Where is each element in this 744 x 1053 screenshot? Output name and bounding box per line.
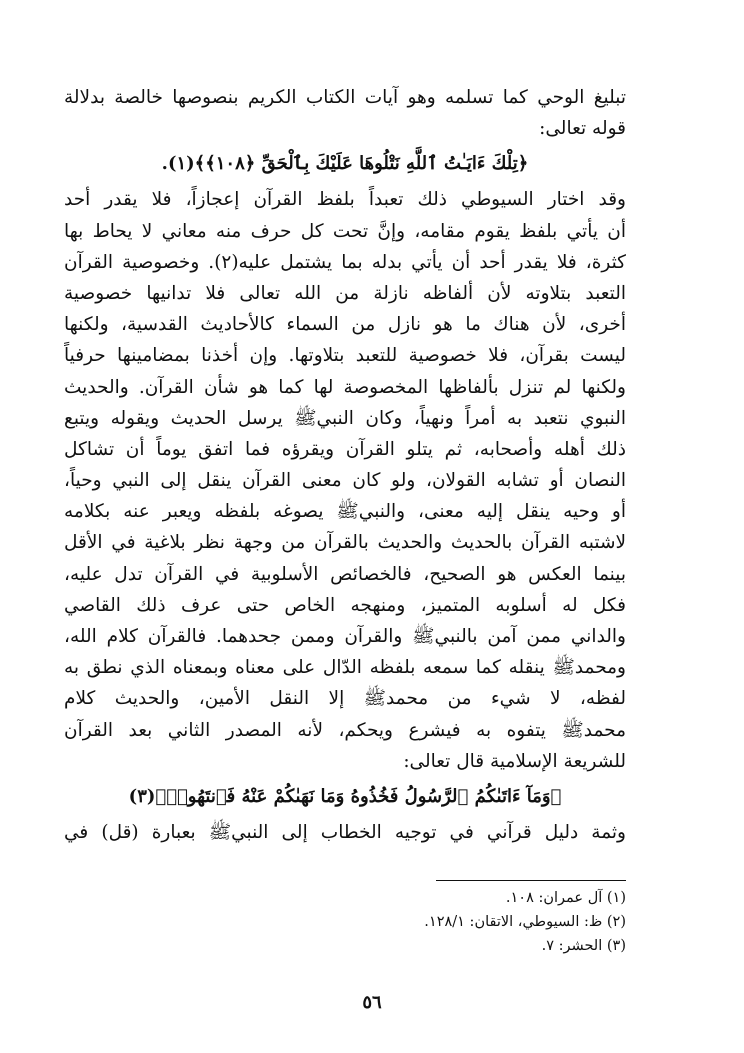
text-line: وقد اختار السيوطي ذلك تعبداً بلفظ القرآن إعجازاً، فلا يقدر أحد (64, 189, 626, 211)
text-line: بينما العكس هو الصحيح، فالخصائص الأسلوبية في القرآن تدل عليه، (64, 563, 626, 585)
text-line: لفظه، لا شيء من محمدﷺ إلا النقل الأمين، والحديث كلام (64, 688, 626, 710)
text-line: أخرى، لأن هناك ما هو نازل من السماء كالأحاديث القدسية، ولكنها (64, 314, 626, 336)
page-body (64, 82, 626, 848)
footnote-item: (٢) ظ: السيوطي، الاتقان: ١٢٨/١. (424, 914, 626, 930)
quran-verse: ﴿تِلْكَ ءَايَـٰتُ ٱللَّهِ نَتْلُوهَا عَلَيْكَ بِٱلْحَقِّ ﴿١٠٨﴾﴾(١). (161, 153, 529, 175)
page-number: ٥٦ (362, 992, 382, 1013)
text-line: وثمة دليل قرآني في توجيه الخطاب إلى النبيﷺ بعبارة (قل) في (64, 821, 626, 843)
text-line: تبليغ الوحي كما تسلمه وهو آيات الكتاب الكريم بنصوصها خالصة بدلالة (64, 87, 626, 108)
text-line: محمدﷺ يتفوه به فيشرع ويحكم، لأنه المصدر الثاني بعد القرآن (64, 719, 626, 741)
text-line: النبوي نتعبد به أمراً ونهياً، وكان النبيﷺ يرسل الحديث ويقوله ويتبع (64, 407, 626, 429)
text-line: النصان أو تشابه القولان، ولو كان معنى القرآن ينقل إلى النبي وحياً، (64, 470, 626, 492)
text-line: أن يأتي بلفظ يقوم مقامه، وإنَّ تحت كل حرف منه معاني لا يحاط بها (64, 220, 626, 242)
text-line: ولكنها لم تنزل بألفاظها المخصوصة لها كما هو شأن القرآن. والحديث (64, 376, 626, 398)
paragraph-intro (64, 82, 626, 144)
footnote-item: (٣) الحشر: ٧. (541, 938, 626, 954)
quran-verse: ﴿وَمَآ ءَاتَىٰكُمُ ٱلرَّسُولُ فَخُذُوهُ وَمَا نَهَىٰكُمْ عَنْهُ فَٱنتَهُوا۟﴾(٣) (128, 785, 562, 807)
text-line: لاشتبه القرآن بالحديث والحديث بالقرآن من وجهة نظر بلاغية في الأقل (64, 532, 626, 554)
text-line: قوله تعالى: (539, 118, 626, 140)
text-line: التعبد بتلاوته لأن ألفاظه نازلة من الله تعالى فلا تدانيها خصوصية (64, 282, 626, 304)
text-line: ذلك أهله وأصحابه، ثم يتلو القرآن ويقرؤه فما اتفق يوماً أن تشاكل (64, 438, 626, 460)
text-line: ليست بقرآن، فلا خصوصية للتعبد بتلاوتها. وإن أخذنا بمضامينها حرفياً (64, 345, 626, 367)
text-line: للشريعة الإسلامية قال تعالى: (403, 750, 626, 772)
footnote-item: (١) آل عمران: ١٠٨. (505, 890, 626, 906)
footnotes (226, 886, 626, 958)
paragraph-closing (64, 817, 626, 848)
text-line: فكل له أسلوبه المتميز، ومنهجه الخاص حتى عرف ذلك القاصي (64, 594, 626, 616)
text-line: كثرة، فلا يقدر أحد أن يأتي بدله بما يشتمل عليه(٢). وخصوصية القرآن (64, 251, 626, 273)
text-line: والداني ممن آمن بالنبيﷺ والقرآن وممن جحدهما. فالقرآن كلام الله، (64, 626, 626, 647)
text-line: ومحمدﷺ ينقله كما سمعه بلفظه الدّال على معناه وبمعناه الذي نطق به (64, 657, 626, 679)
text-line: أو وحيه ينقل إليه معنى، والنبيﷺ يصوغه بلفظه ويعبر عنه بكلامه (64, 501, 626, 523)
footnote-divider (436, 880, 626, 881)
paragraph-main (64, 184, 626, 777)
